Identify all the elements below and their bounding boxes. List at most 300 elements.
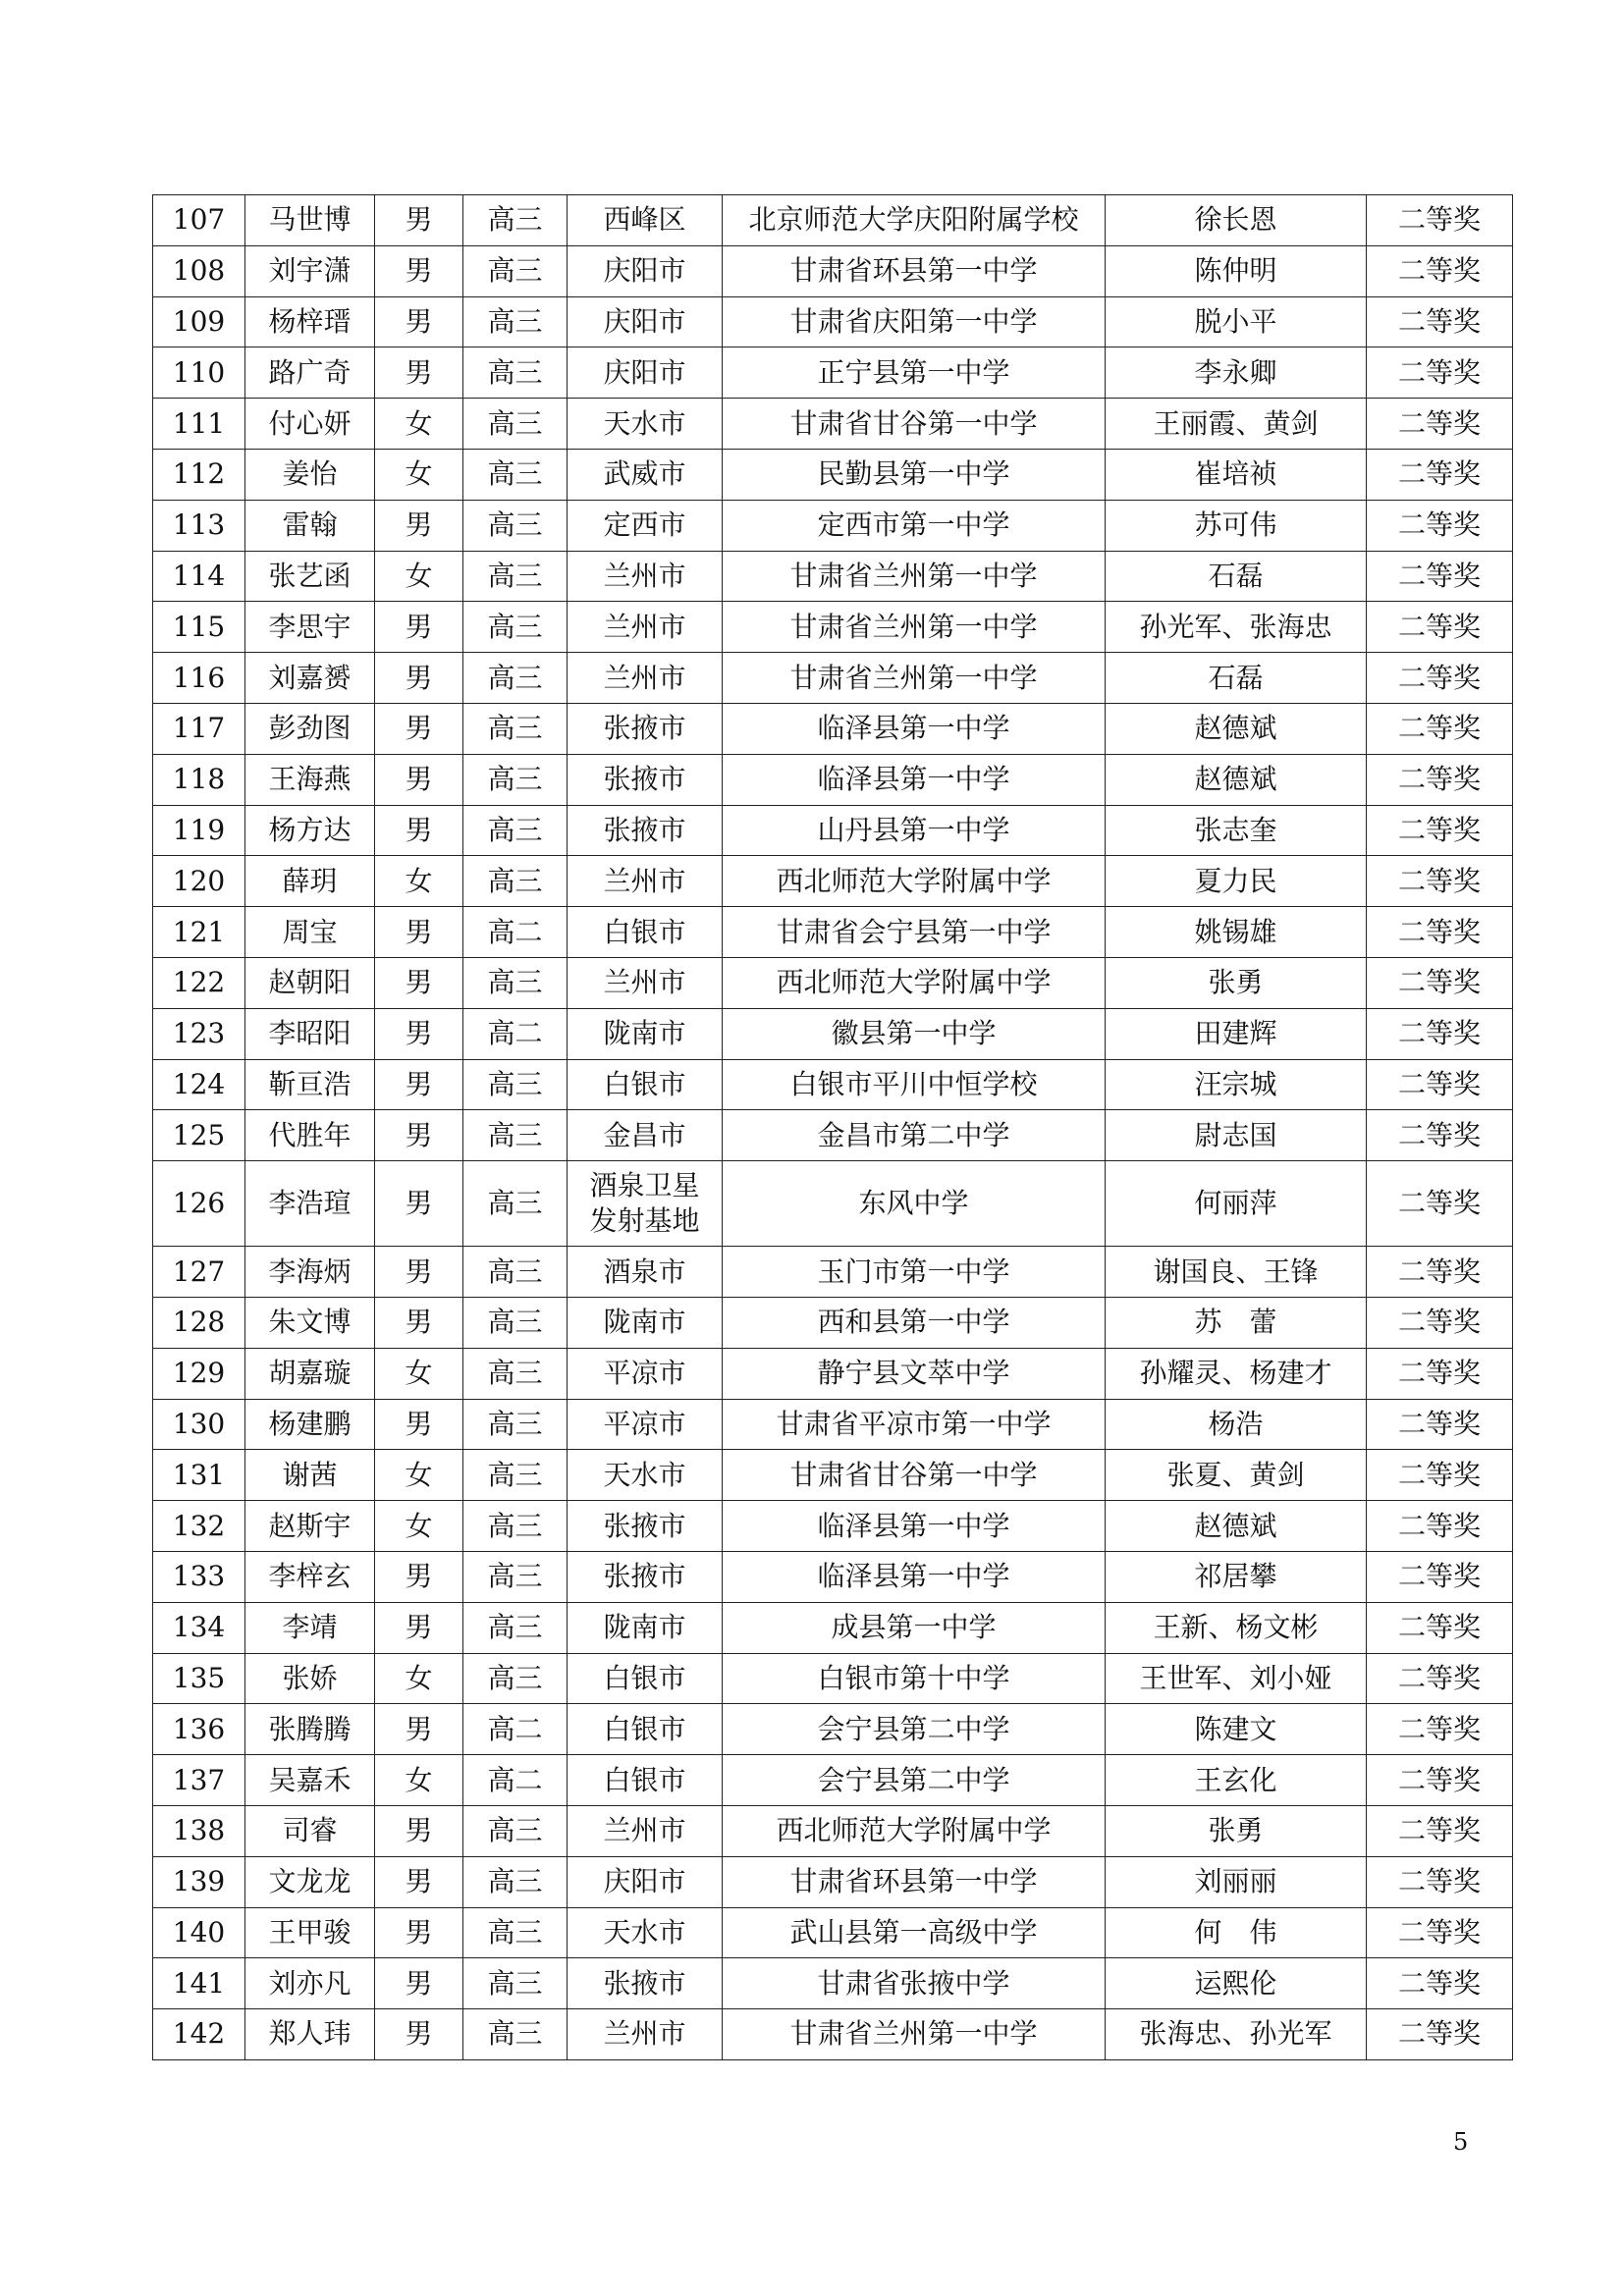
cell-teacher: 杨浩 — [1106, 1399, 1367, 1450]
cell-student-name: 刘亦凡 — [245, 1958, 375, 2009]
cell-teacher: 何 伟 — [1106, 1907, 1367, 1958]
cell-gender: 男 — [375, 500, 463, 551]
cell-teacher: 李永卿 — [1106, 347, 1367, 399]
cell-number: 126 — [153, 1161, 245, 1247]
cell-teacher: 陈建文 — [1106, 1704, 1367, 1755]
cell-region: 平凉市 — [568, 1348, 723, 1399]
table-row — [153, 1161, 1513, 1247]
cell-teacher: 石磊 — [1106, 653, 1367, 704]
cell-student-name: 赵朝阳 — [245, 957, 375, 1008]
cell-grade: 高三 — [463, 805, 568, 856]
cell-region: 兰州市 — [568, 602, 723, 653]
cell-teacher: 崔培祯 — [1106, 449, 1367, 500]
cell-school: 甘肃省兰州第一中学 — [723, 653, 1106, 704]
table-row — [153, 1958, 1513, 2009]
cell-gender: 男 — [375, 1247, 463, 1298]
cell-gender: 男 — [375, 1059, 463, 1110]
cell-grade: 高三 — [463, 1399, 568, 1450]
cell-teacher: 王新、杨文彬 — [1106, 1602, 1367, 1653]
cell-school: 甘肃省兰州第一中学 — [723, 551, 1106, 602]
cell-school: 定西市第一中学 — [723, 500, 1106, 551]
cell-region: 张掖市 — [568, 1501, 723, 1552]
cell-region: 兰州市 — [568, 1805, 723, 1856]
cell-teacher: 张勇 — [1106, 1805, 1367, 1856]
cell-grade: 高三 — [463, 399, 568, 450]
cell-number: 108 — [153, 245, 245, 296]
cell-teacher: 王世军、刘小娅 — [1106, 1653, 1367, 1704]
cell-school: 东风中学 — [723, 1161, 1106, 1247]
cell-grade: 高二 — [463, 1008, 568, 1059]
cell-school: 甘肃省甘谷第一中学 — [723, 1450, 1106, 1501]
cell-grade: 高三 — [463, 1551, 568, 1602]
cell-gender: 女 — [375, 1653, 463, 1704]
cell-number: 112 — [153, 449, 245, 500]
cell-number: 110 — [153, 347, 245, 399]
cell-teacher: 刘丽丽 — [1106, 1856, 1367, 1907]
table-row — [153, 1247, 1513, 1298]
cell-grade: 高三 — [463, 245, 568, 296]
table-row — [153, 602, 1513, 653]
cell-student-name: 李思宇 — [245, 602, 375, 653]
cell-award: 二等奖 — [1367, 1907, 1513, 1958]
table-row — [153, 399, 1513, 450]
table-row — [153, 1450, 1513, 1501]
cell-teacher: 夏力民 — [1106, 856, 1367, 907]
cell-student-name: 靳亘浩 — [245, 1059, 375, 1110]
table-row — [153, 1008, 1513, 1059]
cell-region: 庆阳市 — [568, 1856, 723, 1907]
cell-school: 甘肃省甘谷第一中学 — [723, 399, 1106, 450]
cell-award: 二等奖 — [1367, 500, 1513, 551]
cell-grade: 高三 — [463, 1501, 568, 1552]
cell-gender: 男 — [375, 1704, 463, 1755]
awards-table — [152, 194, 1513, 2060]
table-row — [153, 1399, 1513, 1450]
cell-gender: 女 — [375, 399, 463, 450]
cell-gender: 女 — [375, 1348, 463, 1399]
cell-school: 西和县第一中学 — [723, 1297, 1106, 1348]
cell-student-name: 代胜年 — [245, 1110, 375, 1161]
cell-student-name: 张娇 — [245, 1653, 375, 1704]
table-row — [153, 500, 1513, 551]
cell-gender: 男 — [375, 1805, 463, 1856]
cell-award: 二等奖 — [1367, 1161, 1513, 1247]
cell-grade: 高三 — [463, 1297, 568, 1348]
cell-region: 庆阳市 — [568, 245, 723, 296]
cell-award: 二等奖 — [1367, 347, 1513, 399]
cell-teacher: 张夏、黄剑 — [1106, 1450, 1367, 1501]
cell-region: 白银市 — [568, 1755, 723, 1806]
table-row — [153, 754, 1513, 805]
cell-gender: 男 — [375, 1602, 463, 1653]
cell-grade: 高三 — [463, 1602, 568, 1653]
cell-gender: 男 — [375, 957, 463, 1008]
cell-student-name: 刘宇潇 — [245, 245, 375, 296]
cell-teacher: 姚锡雄 — [1106, 907, 1367, 958]
cell-teacher: 陈仲明 — [1106, 245, 1367, 296]
awards-table-body — [153, 195, 1513, 2060]
cell-number: 127 — [153, 1247, 245, 1298]
cell-region: 兰州市 — [568, 2009, 723, 2060]
cell-student-name: 吴嘉禾 — [245, 1755, 375, 1806]
cell-grade: 高三 — [463, 2009, 568, 2060]
cell-region: 武威市 — [568, 449, 723, 500]
cell-grade: 高三 — [463, 1110, 568, 1161]
cell-region: 兰州市 — [568, 551, 723, 602]
cell-number: 141 — [153, 1958, 245, 2009]
cell-region: 张掖市 — [568, 1551, 723, 1602]
cell-award: 二等奖 — [1367, 856, 1513, 907]
cell-grade: 高三 — [463, 296, 568, 347]
table-row — [153, 907, 1513, 958]
cell-region: 酒泉市 — [568, 1247, 723, 1298]
cell-number: 114 — [153, 551, 245, 602]
cell-award: 二等奖 — [1367, 1297, 1513, 1348]
cell-teacher: 运熙伦 — [1106, 1958, 1367, 2009]
cell-student-name: 周宝 — [245, 907, 375, 958]
cell-gender: 男 — [375, 1907, 463, 1958]
cell-number: 121 — [153, 907, 245, 958]
cell-number: 134 — [153, 1602, 245, 1653]
table-row — [153, 245, 1513, 296]
cell-student-name: 张腾腾 — [245, 1704, 375, 1755]
cell-region: 白银市 — [568, 1059, 723, 1110]
cell-number: 116 — [153, 653, 245, 704]
cell-region: 定西市 — [568, 500, 723, 551]
cell-gender: 男 — [375, 195, 463, 246]
cell-gender: 男 — [375, 2009, 463, 2060]
cell-student-name: 王海燕 — [245, 754, 375, 805]
cell-award: 二等奖 — [1367, 653, 1513, 704]
cell-number: 125 — [153, 1110, 245, 1161]
cell-grade: 高三 — [463, 1059, 568, 1110]
cell-number: 123 — [153, 1008, 245, 1059]
cell-region: 兰州市 — [568, 856, 723, 907]
cell-teacher: 苏 蕾 — [1106, 1297, 1367, 1348]
cell-region: 庆阳市 — [568, 296, 723, 347]
table-row — [153, 957, 1513, 1008]
cell-school: 正宁县第一中学 — [723, 347, 1106, 399]
cell-gender: 男 — [375, 296, 463, 347]
cell-number: 130 — [153, 1399, 245, 1450]
cell-award: 二等奖 — [1367, 1805, 1513, 1856]
cell-region: 陇南市 — [568, 1008, 723, 1059]
cell-gender: 男 — [375, 245, 463, 296]
table-row — [153, 1755, 1513, 1806]
cell-teacher: 何丽萍 — [1106, 1161, 1367, 1247]
cell-number: 138 — [153, 1805, 245, 1856]
cell-gender: 男 — [375, 347, 463, 399]
table-row — [153, 2009, 1513, 2060]
cell-teacher: 张勇 — [1106, 957, 1367, 1008]
cell-grade: 高三 — [463, 1958, 568, 2009]
cell-gender: 男 — [375, 1008, 463, 1059]
cell-number: 109 — [153, 296, 245, 347]
cell-number: 137 — [153, 1755, 245, 1806]
cell-region: 张掖市 — [568, 703, 723, 754]
page-number: 5 — [1453, 2128, 1469, 2156]
cell-student-name: 文龙龙 — [245, 1856, 375, 1907]
cell-award: 二等奖 — [1367, 754, 1513, 805]
cell-student-name: 李浩瑄 — [245, 1161, 375, 1247]
cell-school: 成县第一中学 — [723, 1602, 1106, 1653]
cell-school: 白银市平川中恒学校 — [723, 1059, 1106, 1110]
cell-school: 静宁县文萃中学 — [723, 1348, 1106, 1399]
cell-grade: 高三 — [463, 1653, 568, 1704]
table-row — [153, 1805, 1513, 1856]
cell-award: 二等奖 — [1367, 449, 1513, 500]
cell-school: 山丹县第一中学 — [723, 805, 1106, 856]
cell-award: 二等奖 — [1367, 703, 1513, 754]
cell-gender: 男 — [375, 1958, 463, 2009]
cell-region: 西峰区 — [568, 195, 723, 246]
cell-teacher: 赵德斌 — [1106, 754, 1367, 805]
cell-region: 天水市 — [568, 1907, 723, 1958]
cell-number: 118 — [153, 754, 245, 805]
cell-student-name: 赵斯宇 — [245, 1501, 375, 1552]
cell-award: 二等奖 — [1367, 1450, 1513, 1501]
cell-region: 酒泉卫星 发射基地 — [568, 1161, 723, 1247]
cell-region: 白银市 — [568, 907, 723, 958]
cell-student-name: 谢茜 — [245, 1450, 375, 1501]
cell-teacher: 王玄化 — [1106, 1755, 1367, 1806]
table-row — [153, 551, 1513, 602]
cell-number: 139 — [153, 1856, 245, 1907]
cell-grade: 高三 — [463, 1348, 568, 1399]
cell-number: 131 — [153, 1450, 245, 1501]
cell-grade: 高三 — [463, 703, 568, 754]
cell-school: 玉门市第一中学 — [723, 1247, 1106, 1298]
cell-teacher: 汪宗城 — [1106, 1059, 1367, 1110]
cell-gender: 男 — [375, 1856, 463, 1907]
cell-school: 北京师范大学庆阳附属学校 — [723, 195, 1106, 246]
cell-student-name: 姜怡 — [245, 449, 375, 500]
cell-grade: 高三 — [463, 1450, 568, 1501]
cell-grade: 高二 — [463, 1704, 568, 1755]
cell-region: 兰州市 — [568, 653, 723, 704]
table-row — [153, 1110, 1513, 1161]
cell-student-name: 马世博 — [245, 195, 375, 246]
table-row — [153, 805, 1513, 856]
table-row — [153, 1551, 1513, 1602]
cell-number: 120 — [153, 856, 245, 907]
cell-gender: 男 — [375, 1161, 463, 1247]
cell-number: 122 — [153, 957, 245, 1008]
cell-award: 二等奖 — [1367, 602, 1513, 653]
cell-school: 甘肃省环县第一中学 — [723, 1856, 1106, 1907]
table-row — [153, 449, 1513, 500]
cell-number: 128 — [153, 1297, 245, 1348]
cell-teacher: 孙光军、张海忠 — [1106, 602, 1367, 653]
cell-award: 二等奖 — [1367, 2009, 1513, 2060]
cell-region: 庆阳市 — [568, 347, 723, 399]
table-row — [153, 1653, 1513, 1704]
table-row — [153, 1297, 1513, 1348]
cell-award: 二等奖 — [1367, 1247, 1513, 1298]
cell-number: 129 — [153, 1348, 245, 1399]
cell-grade: 高三 — [463, 449, 568, 500]
cell-student-name: 雷翰 — [245, 500, 375, 551]
cell-award: 二等奖 — [1367, 1653, 1513, 1704]
cell-award: 二等奖 — [1367, 245, 1513, 296]
cell-gender: 男 — [375, 805, 463, 856]
cell-award: 二等奖 — [1367, 1856, 1513, 1907]
cell-region: 陇南市 — [568, 1602, 723, 1653]
cell-region: 张掖市 — [568, 754, 723, 805]
cell-student-name: 朱文博 — [245, 1297, 375, 1348]
cell-teacher: 脱小平 — [1106, 296, 1367, 347]
cell-school: 临泽县第一中学 — [723, 1501, 1106, 1552]
cell-gender: 男 — [375, 907, 463, 958]
cell-school: 甘肃省环县第一中学 — [723, 245, 1106, 296]
cell-school: 会宁县第二中学 — [723, 1755, 1106, 1806]
cell-number: 119 — [153, 805, 245, 856]
cell-school: 甘肃省庆阳第一中学 — [723, 296, 1106, 347]
cell-teacher: 赵德斌 — [1106, 1501, 1367, 1552]
cell-region: 平凉市 — [568, 1399, 723, 1450]
table-row — [153, 856, 1513, 907]
cell-gender: 男 — [375, 1110, 463, 1161]
cell-number: 117 — [153, 703, 245, 754]
cell-teacher: 田建辉 — [1106, 1008, 1367, 1059]
cell-gender: 女 — [375, 551, 463, 602]
cell-award: 二等奖 — [1367, 399, 1513, 450]
cell-number: 142 — [153, 2009, 245, 2060]
cell-teacher: 苏可伟 — [1106, 500, 1367, 551]
table-row — [153, 347, 1513, 399]
cell-school: 西北师范大学附属中学 — [723, 856, 1106, 907]
cell-award: 二等奖 — [1367, 195, 1513, 246]
cell-grade: 高三 — [463, 957, 568, 1008]
cell-region: 金昌市 — [568, 1110, 723, 1161]
cell-award: 二等奖 — [1367, 1704, 1513, 1755]
cell-school: 甘肃省兰州第一中学 — [723, 2009, 1106, 2060]
table-row — [153, 1907, 1513, 1958]
cell-number: 133 — [153, 1551, 245, 1602]
cell-grade: 高三 — [463, 195, 568, 246]
cell-student-name: 司睿 — [245, 1805, 375, 1856]
cell-grade: 高三 — [463, 1856, 568, 1907]
cell-gender: 女 — [375, 1755, 463, 1806]
cell-teacher: 张海忠、孙光军 — [1106, 2009, 1367, 2060]
cell-teacher: 徐长恩 — [1106, 195, 1367, 246]
cell-grade: 高三 — [463, 602, 568, 653]
cell-gender: 男 — [375, 703, 463, 754]
cell-award: 二等奖 — [1367, 1755, 1513, 1806]
cell-region: 白银市 — [568, 1653, 723, 1704]
cell-grade: 高三 — [463, 653, 568, 704]
cell-number: 113 — [153, 500, 245, 551]
cell-student-name: 郑人玮 — [245, 2009, 375, 2060]
cell-region: 天水市 — [568, 1450, 723, 1501]
cell-gender: 男 — [375, 1297, 463, 1348]
cell-gender: 女 — [375, 1501, 463, 1552]
cell-teacher: 石磊 — [1106, 551, 1367, 602]
cell-gender: 男 — [375, 1399, 463, 1450]
cell-student-name: 彭劲图 — [245, 703, 375, 754]
cell-region: 张掖市 — [568, 805, 723, 856]
cell-school: 甘肃省张掖中学 — [723, 1958, 1106, 2009]
cell-number: 140 — [153, 1907, 245, 1958]
cell-teacher: 赵德斌 — [1106, 703, 1367, 754]
cell-award: 二等奖 — [1367, 1059, 1513, 1110]
cell-gender: 男 — [375, 602, 463, 653]
cell-student-name: 刘嘉赟 — [245, 653, 375, 704]
table-row — [153, 1501, 1513, 1552]
cell-school: 西北师范大学附属中学 — [723, 1805, 1106, 1856]
cell-gender: 男 — [375, 653, 463, 704]
cell-student-name: 张艺函 — [245, 551, 375, 602]
cell-gender: 男 — [375, 754, 463, 805]
cell-student-name: 薛玥 — [245, 856, 375, 907]
table-row — [153, 703, 1513, 754]
table-row — [153, 1348, 1513, 1399]
cell-gender: 女 — [375, 449, 463, 500]
cell-teacher: 张志奎 — [1106, 805, 1367, 856]
cell-grade: 高三 — [463, 856, 568, 907]
cell-grade: 高三 — [463, 1247, 568, 1298]
cell-school: 民勤县第一中学 — [723, 449, 1106, 500]
cell-grade: 高二 — [463, 907, 568, 958]
cell-award: 二等奖 — [1367, 907, 1513, 958]
cell-number: 135 — [153, 1653, 245, 1704]
cell-student-name: 李靖 — [245, 1602, 375, 1653]
cell-award: 二等奖 — [1367, 1958, 1513, 2009]
cell-student-name: 胡嘉璇 — [245, 1348, 375, 1399]
cell-school: 西北师范大学附属中学 — [723, 957, 1106, 1008]
cell-number: 124 — [153, 1059, 245, 1110]
cell-number: 111 — [153, 399, 245, 450]
cell-number: 132 — [153, 1501, 245, 1552]
cell-student-name: 李昭阳 — [245, 1008, 375, 1059]
cell-grade: 高三 — [463, 551, 568, 602]
cell-student-name: 付心妍 — [245, 399, 375, 450]
cell-award: 二等奖 — [1367, 296, 1513, 347]
cell-region: 兰州市 — [568, 957, 723, 1008]
cell-school: 会宁县第二中学 — [723, 1704, 1106, 1755]
cell-school: 临泽县第一中学 — [723, 703, 1106, 754]
cell-school: 临泽县第一中学 — [723, 754, 1106, 805]
cell-school: 临泽县第一中学 — [723, 1551, 1106, 1602]
cell-student-name: 路广奇 — [245, 347, 375, 399]
cell-award: 二等奖 — [1367, 1602, 1513, 1653]
cell-award: 二等奖 — [1367, 805, 1513, 856]
cell-region: 白银市 — [568, 1704, 723, 1755]
table-row — [153, 195, 1513, 246]
cell-award: 二等奖 — [1367, 1110, 1513, 1161]
cell-school: 甘肃省兰州第一中学 — [723, 602, 1106, 653]
cell-award: 二等奖 — [1367, 551, 1513, 602]
cell-award: 二等奖 — [1367, 1399, 1513, 1450]
cell-student-name: 李海炳 — [245, 1247, 375, 1298]
cell-school: 金昌市第二中学 — [723, 1110, 1106, 1161]
cell-student-name: 杨方达 — [245, 805, 375, 856]
cell-award: 二等奖 — [1367, 1501, 1513, 1552]
cell-gender: 女 — [375, 856, 463, 907]
cell-award: 二等奖 — [1367, 1008, 1513, 1059]
table-row — [153, 1856, 1513, 1907]
table-row — [153, 1602, 1513, 1653]
cell-student-name: 杨梓瑨 — [245, 296, 375, 347]
table-row — [153, 1059, 1513, 1110]
cell-school: 甘肃省平凉市第一中学 — [723, 1399, 1106, 1450]
cell-number: 107 — [153, 195, 245, 246]
cell-grade: 高三 — [463, 1161, 568, 1247]
cell-school: 武山县第一高级中学 — [723, 1907, 1106, 1958]
cell-region: 张掖市 — [568, 1958, 723, 2009]
cell-school: 白银市第十中学 — [723, 1653, 1106, 1704]
cell-award: 二等奖 — [1367, 957, 1513, 1008]
